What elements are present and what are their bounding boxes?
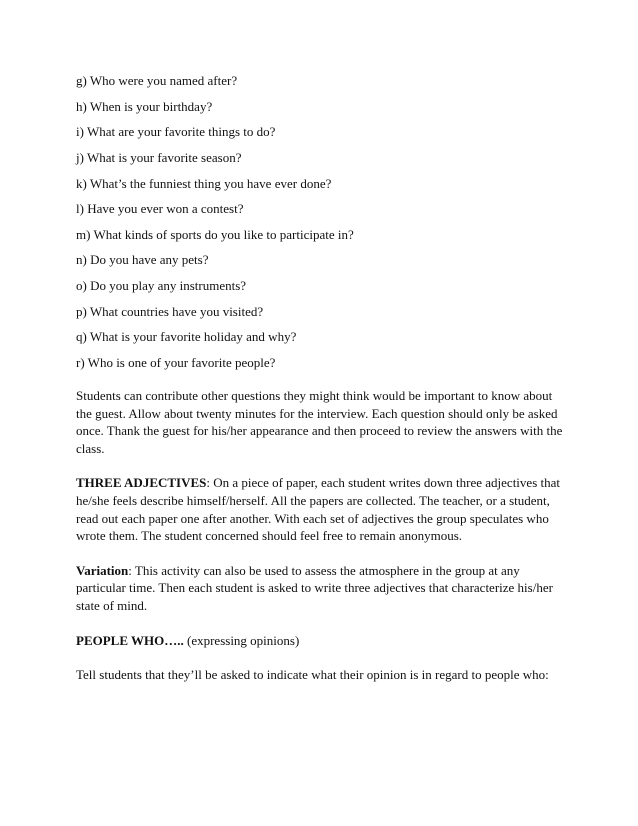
- opinion-instructions-paragraph: Tell students that they’ll be asked to indicate what their opinion is in regard to people who:: [76, 667, 549, 683]
- variation-paragraph: [76, 562, 566, 615]
- question-item-g: g) Who were you named after?: [76, 73, 238, 88]
- people-who-paragraph: [76, 632, 566, 650]
- question-item-o: o) Do you play any instruments?: [76, 278, 247, 294]
- variation-text: : This activity can also be used to assess the atmosphere in the group at any particular time. Then each student is asked to write three adjectives that characterize his/her state of mind.: [76, 562, 553, 613]
- question-item-i: i) What are your favorite things to do?: [76, 124, 276, 140]
- three-adjectives-text: : On a piece of paper, each student writes down three adjectives that he/she feels describe himself/herself. All the papers are collected. The teacher, or a student, read out each paper one after another. With each set of adjectives the group speculates who wrote them. The student concerned should feel free to remain anonymous.: [76, 475, 560, 544]
- document-page: [76, 72, 566, 684]
- question-item-n: n) Do you have any pets?: [76, 252, 209, 268]
- question-item-j: j) What is your favorite season?: [76, 149, 242, 165]
- three-adjectives-paragraph: [76, 474, 566, 544]
- question-item-h: h) When is your birthday?: [76, 98, 213, 114]
- question-item-l: l) Have you ever won a contest?: [76, 201, 244, 217]
- interview-question-list: [76, 72, 566, 371]
- question-item-r: r) Who is one of your favorite people?: [76, 355, 276, 371]
- question-item-p: p) What countries have you visited?: [76, 303, 264, 319]
- guest-instructions-paragraph: Students can contribute other questions they might think would be important to know about the guest. Allow about twenty minutes for the interview. Each question should only be asked once. Thank the guest for his/her appearance and then proceed to review the answers with the class.: [76, 388, 563, 456]
- question-item-m: m) What kinds of sports do you like to participate in?: [76, 226, 354, 242]
- people-who-text: (expressing opinions): [183, 632, 300, 648]
- variation-heading: Variation: [76, 562, 129, 578]
- question-item-k: k) What’s the funniest thing you have ever done?: [76, 175, 332, 191]
- people-who-heading: PEOPLE WHO…..: [76, 632, 184, 648]
- question-item-q: q) What is your favorite holiday and why?: [76, 329, 297, 345]
- three-adjectives-heading: THREE ADJECTIVES: [76, 475, 207, 491]
